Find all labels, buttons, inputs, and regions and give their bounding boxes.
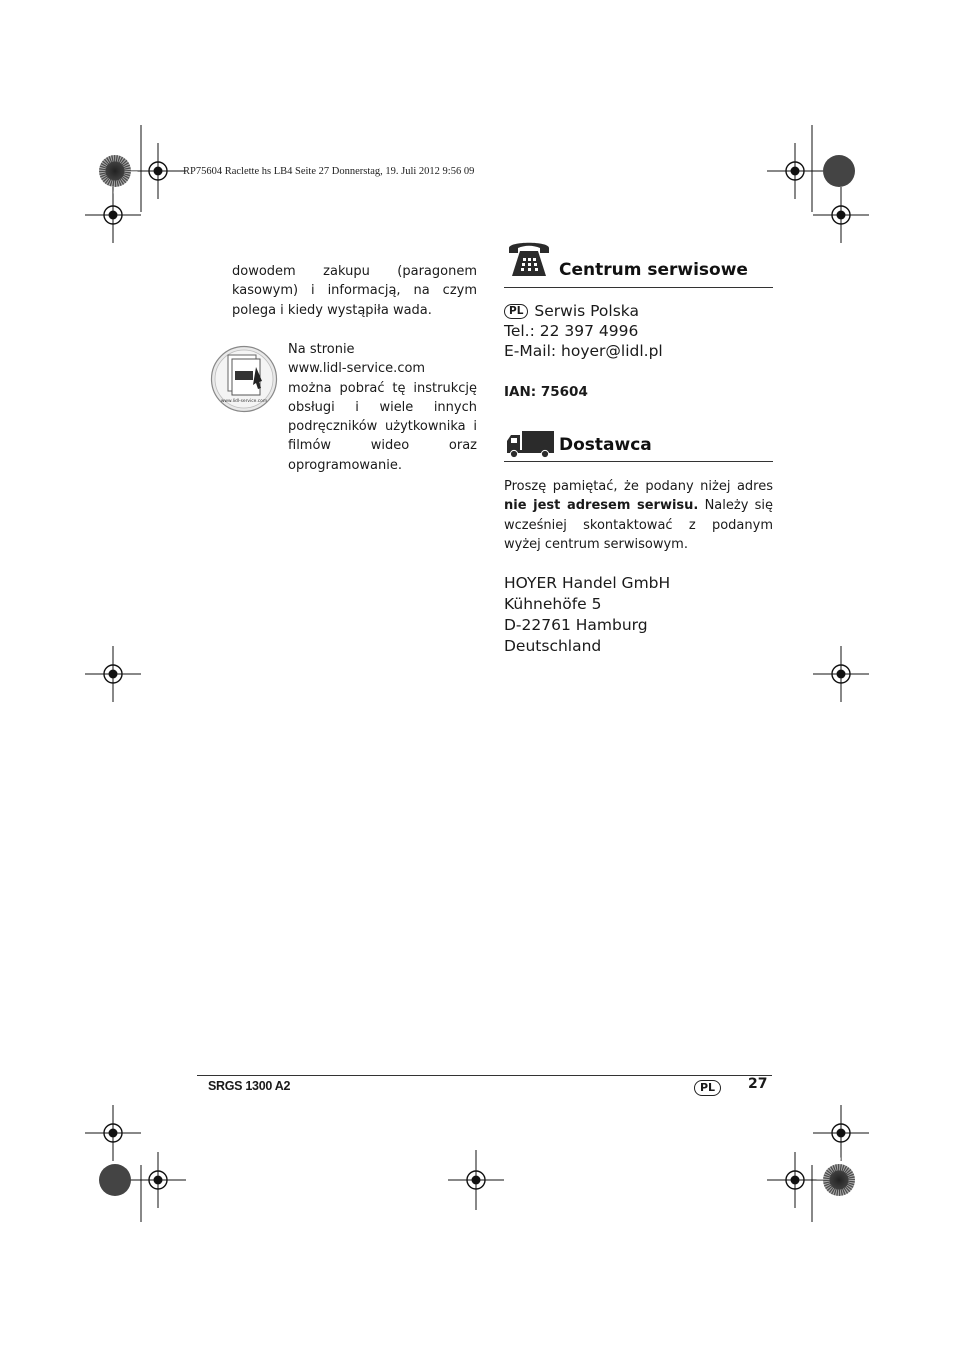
crosshair-mark <box>767 1152 823 1208</box>
notice-text: Należy się wcześniej skontaktować z podanym wyżej centrum serwisowym. <box>504 498 773 552</box>
crosshair-mark <box>813 646 869 702</box>
disc-caption: www.lidl-service.com <box>220 399 268 404</box>
footer-language-badge: PL <box>694 1080 721 1096</box>
lidl-service-disc-icon <box>210 345 278 417</box>
crosshair-mark <box>813 187 869 243</box>
divider <box>504 461 773 462</box>
receipt-paragraph: dowodem zakupu (paragonem kasowym) i informacją, na czym polega i kiedy wystąpiła wada. <box>232 264 477 318</box>
starburst-disc <box>99 155 131 187</box>
gray-disc <box>823 155 855 187</box>
supplier-heading: Dostawca <box>559 435 652 455</box>
crosshair-mark <box>130 143 186 199</box>
service-center-heading: Centrum serwisowe <box>559 260 748 280</box>
crosshair-mark <box>767 143 823 199</box>
download-line1: Na stronie <box>288 342 355 357</box>
address-line: Kühnehöfe 5 <box>504 595 602 613</box>
notice-bold: nie jest adresem serwisu. <box>504 498 699 514</box>
address-line: D-22761 Hamburg <box>504 616 648 634</box>
telephone-icon <box>505 238 553 282</box>
crosshair-mark <box>85 1105 141 1161</box>
supplier-notice <box>504 477 773 554</box>
address-line: Deutschland <box>504 637 602 655</box>
download-info <box>288 340 477 475</box>
ian-number: IAN: 75604 <box>504 384 588 400</box>
address-line: HOYER Handel GmbH <box>504 574 671 592</box>
footer-model: SRGS 1300 A2 <box>208 1079 291 1093</box>
truck-icon <box>505 430 555 462</box>
supplier-address <box>504 573 670 657</box>
crosshair-mark <box>130 1152 186 1208</box>
service-email[interactable]: E-Mail: hoyer@lidl.pl <box>504 342 663 360</box>
service-phone: Tel.: 22 397 4996 <box>504 322 639 340</box>
country-badge: PL <box>504 304 528 319</box>
page-number: 27 <box>748 1076 768 1092</box>
gray-disc <box>99 1164 131 1196</box>
crosshair-mark <box>448 1152 504 1208</box>
footer-divider <box>197 1075 772 1076</box>
crosshair-mark <box>85 646 141 702</box>
crosshair-mark <box>85 187 141 243</box>
print-slug: RP75604 Raclette hs LB4 Seite 27 Donnerstag, 19. Juli 2012 9:56 09 <box>183 166 475 177</box>
notice-text: Proszę pamiętać, że podany niżej adres <box>504 479 773 494</box>
service-name: Serwis Polska <box>534 302 639 320</box>
crosshair-mark <box>813 1105 869 1161</box>
divider <box>504 287 773 288</box>
starburst-disc <box>823 1164 855 1196</box>
service-contact <box>504 301 663 361</box>
download-text: można pobrać tę instrukcję obsługi i wiele innych podręczników użytkownika i filmów wideo oraz oprogramowanie. <box>288 380 477 473</box>
download-url[interactable]: www.lidl-service.com <box>288 361 426 377</box>
